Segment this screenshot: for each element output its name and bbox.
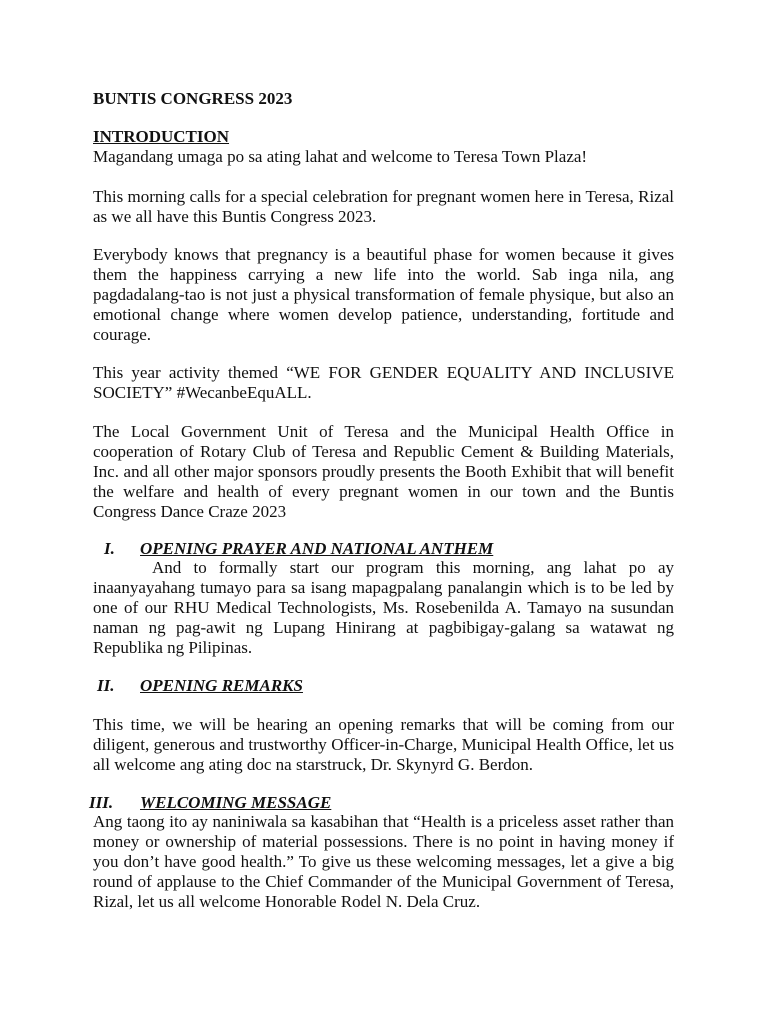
section-body: And to formally start our program this morning, ang lahat po ay inaanyayahang tumayo para sa isang mapagpalang panalangin which is to be led by one of our RHU Medical Technologists, Ms. Rosebenilda A. Tamayo na susundan naman ng pag-awit ng Lupang Hinirang at pagbibigay-galang sa watawat ng Republika ng Pilipinas. [93, 558, 674, 657]
document-title: BUNTIS CONGRESS 2023 [93, 89, 293, 108]
section-heading [0, 539, 768, 559]
intro-heading: INTRODUCTION [93, 127, 230, 146]
section-number: III. [89, 793, 114, 812]
section-heading [0, 676, 768, 696]
section-title: WELCOMING MESSAGE [140, 793, 332, 812]
intro-paragraph-3: Everybody knows that pregnancy is a beautiful phase for women because it gives them the happiness carrying a new life into the world. Sab inga nila, ang pagdadalang-tao is not just a physical transformation of female physique, but also an emotional change where women develop patience, understanding, fortitude and courage. [93, 245, 674, 344]
section-number: I. [104, 539, 115, 558]
intro-paragraph-5: The Local Government Unit of Teresa and the Municipal Health Office in cooperation of Rotary Club of Teresa and Republic Cement & Building Materials, Inc. and all other major sponsors proudly presents the Booth Exhibit that will benefit the welfare and health of every pregnant women in our town and the Buntis Congress Dance Craze 2023 [93, 422, 674, 521]
section-body: This time, we will be hearing an opening remarks that will be coming from our diligent, generous and trustworthy Officer-in-Charge, Municipal Health Office, let us all welcome ang ating doc na starstruck, Dr. Skynyrd G. Berdon. [93, 715, 674, 774]
section-title: OPENING REMARKS [140, 676, 303, 695]
intro-paragraph-4: This year activity themed “WE FOR GENDER EQUALITY AND INCLUSIVE SOCIETY” #WecanbeEquALL. [93, 363, 674, 402]
section-title: OPENING PRAYER AND NATIONAL ANTHEM [140, 539, 494, 558]
section-number: II. [97, 676, 115, 695]
section-heading [0, 793, 768, 813]
section-body: Ang taong ito ay naniniwala sa kasabihan that “Health is a priceless asset rather than money or ownership of material possessions. There is no point in having money if you don’t have good health.” To give us these welcoming messages, let a give a big round of applause to the Chief Commander of the Municipal Government of Teresa, Rizal, let us all welcome Honorable Rodel N. Dela Cruz. [93, 812, 674, 911]
intro-paragraph-2: This morning calls for a special celebration for pregnant women here in Teresa, Rizal as we all have this Buntis Congress 2023. [93, 187, 674, 226]
intro-paragraph-1: Magandang umaga po sa ating lahat and welcome to Teresa Town Plaza! [93, 147, 588, 166]
